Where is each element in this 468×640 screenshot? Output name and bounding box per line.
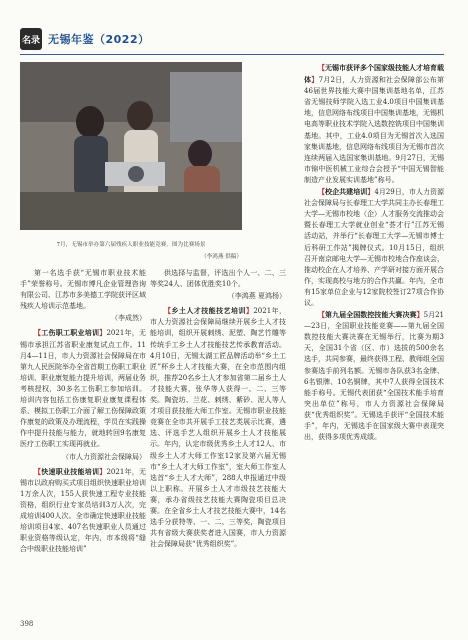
news-item: [304, 62, 444, 186]
page-header: [0, 0, 468, 58]
source-credit: （李成然）: [111, 314, 146, 323]
source-credit: （李鸿燕 夏鸿杨）: [227, 292, 286, 301]
figure-credit: （李鸿燕 供稿）: [201, 254, 242, 260]
news-item-title: 【校企共建培训】: [318, 187, 375, 197]
source-credit: （市人力资源社会保障局）: [62, 452, 146, 461]
news-item-title: 【乡土人才技能技艺培训】: [164, 306, 254, 316]
news-item-body: 2021年，市人力资源社会保障局继续开展乡土人才技能培训，组织开展刺绣、泥塑、陶艺竹雕等传统手工乡土人才技能技艺传承教育活动。4月10日，无锡太湖工匠品牌活动举“乡土工匠”杯乡土人才技能大赛，在全市范围内组织，推荐20名乡土人才参加省第二届乡土人才技能大赛，张华等人获得一、二、三等奖。陶瓷坊、兰花、刺绣、紫砂、泥人等人才项目获技能大师工作室。无锡市职业技能竞赛在全市共开展手工技艺类展示比赛，遴选、评选手艺人组织开展乡土人才技能展示。年内，认定市级优秀乡土人才12人、市级乡土人才大师工作室12家及第六届无锡市“乡土人才大师工作室”，室大师工作室人选首“乡土人才大师”，288人申报通过中级以上职称。开展乡土人才市级技艺技能大赛，承办省级技艺技能大赛陶瓷项目总决赛。在全省乡土人才技艺技能大赛中，14名选手分获特等、一、二、三等奖，陶瓷项目共有省级大赛获奖者进入国赛，市人力资源社会保障局获“优秀组织奖”。: [150, 307, 287, 549]
news-item: [150, 305, 286, 550]
news-item-body: 2021年，无锡市以政府购买式项目组织快速职业培训1万余人次，155人获快速工程专业技能资格，组织行业专家员培训3万人次，完成培训400人次。全市确定快速职业技能培训项目4家、407名快速职业人员通过职业资格等级认定，年内，市本级将“缝合中级职业技能培训”: [20, 467, 146, 554]
news-item: [20, 327, 146, 450]
competition-photo: [20, 62, 242, 230]
news-item: [304, 186, 444, 309]
figure-caption: 7月，无锡市举办第六届残疾人职业技能竞赛。图为比赛场景: [56, 242, 206, 248]
news-item-body: 2021年，无锡市承担江苏省职业康复试点工作。11月4—11日，市人力资源社会保障局在市第九人民医院举办全省首期工伤职工职业培训、职业康复能力提升培训，两届业务考核授权，30多名工伤职工参加培训。培训内容包括工伤康复职业康复课程体系、模拟工伤职工介面了解工伤保障政策作康复的政策及办理流程，学员在实践操作中提升技能与能力，就地转回9名康复医疗工伤职工实现再就业。: [20, 329, 146, 449]
column-left: [20, 268, 146, 555]
column-middle: [150, 268, 286, 550]
news-item-body: 5月21—23日，全国职业技能竞赛——第九届全国数控技能大赛决赛在无锡举行，比赛为期3天，全国31个省（区、市）选拔的500余名选手，共同参赛，最终获得工程、教师组全国参赛选手前列名额。无锡市各队获3名金牌、6名银牌、10名铜牌，其中7人获得全国技术能手称号。无锡代表团获“全国技术能手培育突出单位”称号，市人力资源社会保障局获“优秀组织奖”。无锡选手获评“全国技术能手”，年内，无锡选手在国家级大赛中表现突出，获得多项优秀成绩。: [304, 311, 445, 442]
yearbook-logo: 名录: [20, 28, 42, 50]
paragraph: 第一名选手获“无锡市职业技术能手”荣誉称号。无锡市博凡企业管理咨询有限公司、江苏市多美德工学院获评区域残疾人培训示范基地。: [20, 269, 146, 311]
news-item-title: 【快速职业技能培训】: [34, 466, 107, 476]
news-item-body: 7月2日，人力资源和社会保障部公布第46届世界技能大赛中国集训基地名单，江苏省无锡技师学院入选工业4.0项目中国集训基地，信息网络布线项目中国集训基地，无锡机电高等职业技术学院入选数控铣项目中国集训基地。其中，工业4.0项目为无锡首次入选国家集训基地，信息网络布线项目为无锡市首次连续两届入选国家集训基地。9月27日，无锡市锦中医机械工业综合会授予“中国无锡智能制造产业发展实训基地”称号。: [304, 76, 445, 184]
header-rule: [20, 54, 444, 55]
running-title: 无锡年鉴（2022）: [48, 33, 150, 46]
news-item: [20, 466, 146, 556]
news-item-title: 【无锡市获评多个国家级技能人才培育载体】: [304, 63, 444, 85]
news-item: [304, 309, 444, 443]
paragraph: 供选择与监督，评选出个人一、二、三等奖24人、团体优胜奖10个。: [150, 269, 286, 289]
news-item-title: 【第九届全国数控技能大赛决赛】: [318, 310, 424, 320]
news-item-body: 4月29日，市人力资源社会保障局与长春理工大学共同主办长春理工大学—无锡市校地（企）人才服务交流推动会暨长春理工大学就业创业“荟才行”江苏无锡活动站，并举行“长春理工大学—无锡市博士后科研工作站”揭牌仪式。10月15日，组织召开南京邮电大学—无锡市校地合作座谈会，推动校企在人才培养、产学研对接方面开展合作，实现高校与地方的合作共赢。年内，全市有15家单位企业与12家院校签订27项合作协议。: [304, 188, 445, 307]
news-item-title: 【工伤职工职业培训】: [34, 328, 107, 338]
page-number: 398: [20, 620, 34, 628]
column-right: [304, 62, 444, 443]
